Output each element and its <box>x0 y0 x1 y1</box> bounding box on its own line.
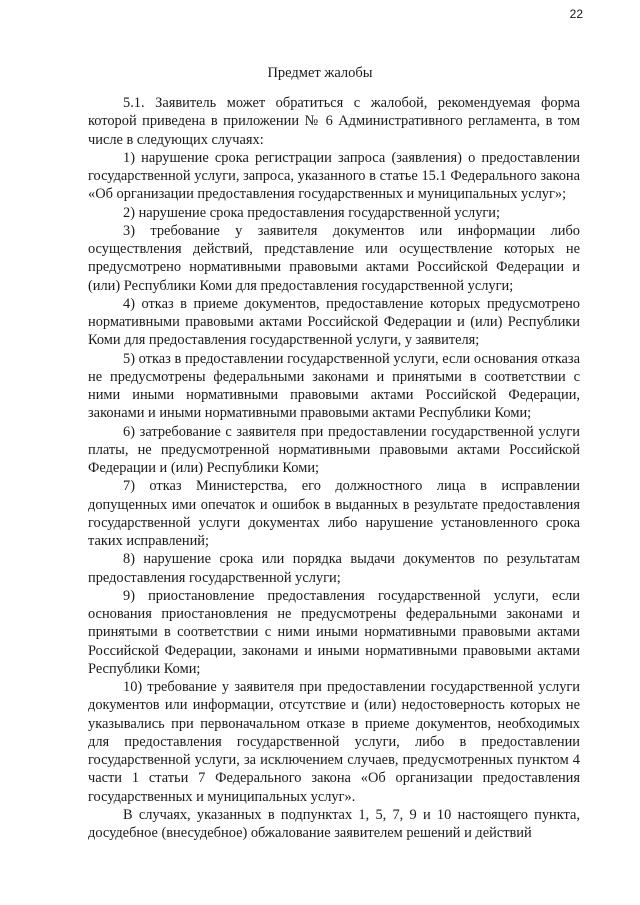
paragraph-item-3: 3) требование у заявителя документов или информации либо осуществления действий, представление или осуществление которых не предусмотрено нормативными правовыми актами Российской Федерации и (или) Республики Коми для предоставления государственной услуги; <box>88 222 580 294</box>
paragraph-intro: 5.1. Заявитель может обратиться с жалобой, рекомендуемая форма которой приведена в приложении № 6 Административного регламента, в том числе в следующих случаях: <box>88 95 580 148</box>
paragraph-item-4: 4) отказ в приеме документов, предоставление которых предусмотрено нормативными правовыми актами Российской Федерации и (или) Республики Коми для предоставления государственной услуги, у заявителя; <box>88 295 580 349</box>
paragraph-item-8: 8) нарушение срока или порядка выдачи документов по результатам предоставления государственной услуги; <box>88 551 580 586</box>
paragraph-item-10: 10) требование у заявителя при предоставлении государственной услуги документов или информации, отсутствие и (или) недостоверность которых не указывались при первоначальном отказе в приеме документов, необходимых для предоставления государственной услуги, либо в предоставлении государственной услуги, за исключением случаев, предусмотренных пунктом 4 части 1 статьи 7 Федерального закона «Об организации предоставления государственных и муниципальных услуг». <box>88 679 580 805</box>
paragraph-item-9: 9) приостановление предоставления государственной услуги, если основания приостановления не предусмотрены федеральными законами и принятыми в соответствии с ними иными нормативными правовыми актами Российской Федерации, законами и иными нормативными правовыми актами Республики Коми; <box>88 587 580 677</box>
paragraph-closing: В случаях, указанных в подпунктах 1, 5, 7, 9 и 10 настоящего пункта, досудебное (внесудебное) обжалование заявителем решений и действий <box>88 806 580 841</box>
paragraph-item-2: 2) нарушение срока предоставления государственной услуги; <box>123 204 500 221</box>
paragraph-item-7: 7) отказ Министерства, его должностного лица в исправлении допущенных ими опечаток и ошибок в выданных в результате предоставления государственной услуги документах либо нарушение установленного срока таких исправлений; <box>88 478 580 549</box>
document-body <box>88 94 580 842</box>
paragraph-item-1: 1) нарушение срока регистрации запроса (заявления) о предоставлении государственной услуги, запроса, указанного в статье 15.1 Федерального закона «Об организации предоставления государственных и муниципальных услуг»; <box>88 149 580 203</box>
paragraph-item-6: 6) затребование с заявителя при предоставлении государственной услуги платы, не предусмотренной нормативными правовыми актами Российской Федерации и (или) Республики Коми; <box>88 423 580 476</box>
page-number: 22 <box>569 7 583 21</box>
section-title: Предмет жалобы <box>267 65 373 81</box>
paragraph-item-5: 5) отказ в предоставлении государственной услуги, если основания отказа не предусмотрены федеральными законами и принятыми в соответствии с ними иными нормативными правовыми актами Российской Федерации, законами и иными нормативными правовыми актами Республики Коми; <box>88 350 580 422</box>
